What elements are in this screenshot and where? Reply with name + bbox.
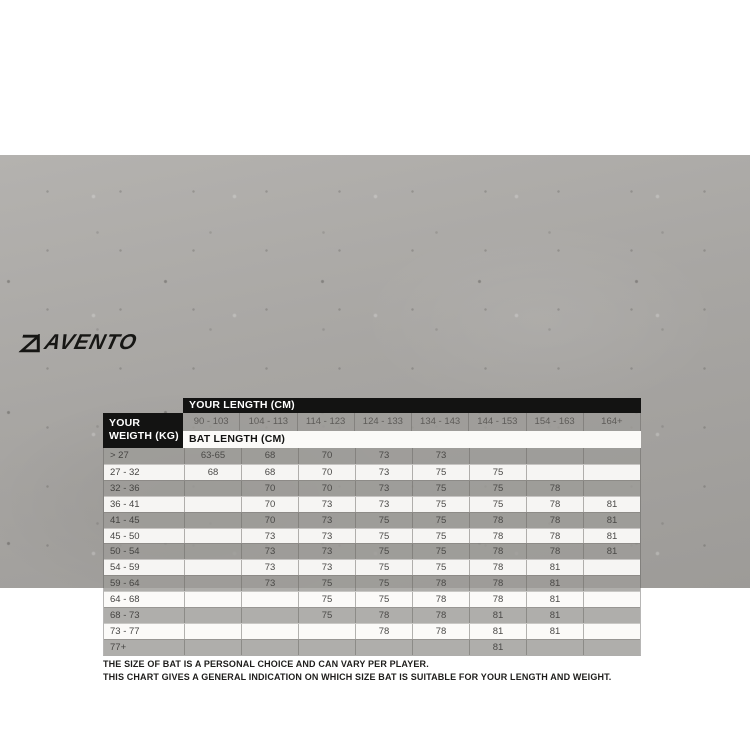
weight-range-cell: 64 - 68 <box>110 594 140 606</box>
bat-length-cell: 75 <box>298 576 355 591</box>
bat-length-cell <box>526 640 583 655</box>
weight-range-cell: 59 - 64 <box>110 578 140 590</box>
bat-length-cell: 75 <box>355 513 412 528</box>
bat-length-cell: 73 <box>241 560 298 575</box>
bat-length-cell: 73 <box>355 481 412 496</box>
length-column-header: 144 - 153 <box>468 413 525 431</box>
table-row <box>104 480 640 496</box>
bat-length-cell <box>412 640 469 655</box>
weight-range-cell: 50 - 54 <box>110 546 140 558</box>
bat-length-cell <box>583 576 640 591</box>
bat-length-cell <box>184 624 241 639</box>
bat-length-cell: 78 <box>526 544 583 559</box>
bat-length-cell <box>583 608 640 623</box>
table-row <box>104 528 640 544</box>
bat-length-cell: 75 <box>355 544 412 559</box>
bat-size-table <box>103 398 641 656</box>
table-row <box>104 639 640 655</box>
bat-length-cell: 81 <box>469 608 526 623</box>
bat-length-cell: 75 <box>412 481 469 496</box>
weight-range-cell: 77+ <box>110 641 127 653</box>
bat-length-cell: 78 <box>355 608 412 623</box>
table-row <box>104 448 640 464</box>
bat-length-cell: 73 <box>298 529 355 544</box>
bat-length-cell <box>469 448 526 464</box>
footnote <box>103 658 663 683</box>
length-column-header: 104 - 113 <box>239 413 296 431</box>
bat-length-cell: 75 <box>412 529 469 544</box>
weight-range-cell: > 27 <box>110 450 129 461</box>
bat-length-cell: 75 <box>355 560 412 575</box>
bat-length-cell: 81 <box>526 624 583 639</box>
bat-length-cell: 81 <box>583 529 640 544</box>
bat-length-cell: 70 <box>241 513 298 528</box>
bat-length-cell: 68 <box>241 448 298 464</box>
bat-length-cell: 75 <box>355 529 412 544</box>
bat-length-cell <box>583 481 640 496</box>
bat-length-cell: 63-65 <box>184 448 241 464</box>
header-mid-row <box>103 413 641 448</box>
bat-length-cell: 81 <box>469 640 526 655</box>
table-row <box>104 464 640 480</box>
length-header: YOUR LENGTH (CM) <box>183 398 641 413</box>
table-row <box>104 512 640 528</box>
table-row <box>104 559 640 575</box>
bat-length-cell <box>298 640 355 655</box>
weight-range-cell: 45 - 50 <box>110 530 140 542</box>
bat-length-cell <box>184 497 241 512</box>
bat-length-cell: 70 <box>241 497 298 512</box>
weight-range-cell: 27 - 32 <box>110 466 140 478</box>
bat-length-cell <box>526 465 583 480</box>
bat-length-cell <box>583 592 640 607</box>
bat-length-cell: 75 <box>412 497 469 512</box>
bat-length-cell: 81 <box>526 592 583 607</box>
bat-length-cell: 78 <box>469 513 526 528</box>
bat-length-cell: 73 <box>412 448 469 464</box>
bat-length-cell: 78 <box>412 624 469 639</box>
weight-header <box>103 413 183 448</box>
length-column-header: 154 - 163 <box>526 413 583 431</box>
footnote-line1: THE SIZE OF BAT IS A PERSONAL CHOICE AND CAN VARY PER PLAYER. <box>103 659 429 669</box>
bat-length-cell: 73 <box>355 497 412 512</box>
bat-length-cell: 78 <box>526 497 583 512</box>
bat-length-cell <box>583 465 640 480</box>
bat-length-cell: 75 <box>412 465 469 480</box>
bat-length-cell: 73 <box>241 544 298 559</box>
length-column-header: 164+ <box>583 413 640 431</box>
bat-length-cell <box>184 592 241 607</box>
bat-length-cell: 78 <box>526 481 583 496</box>
bat-length-cell: 81 <box>526 608 583 623</box>
bat-length-cell: 78 <box>412 592 469 607</box>
bat-length-cell <box>184 640 241 655</box>
bat-length-cell: 75 <box>355 576 412 591</box>
footnote-line2: THIS CHART GIVES A GENERAL INDICATION ON WHICH SIZE BAT IS SUITABLE FOR YOUR LENGTH AND WEIGHT. <box>103 671 612 682</box>
bat-length-cell: 75 <box>469 465 526 480</box>
length-column-header: 134 - 143 <box>411 413 468 431</box>
bat-length-cell: 78 <box>526 513 583 528</box>
weight-range-cell: 54 - 59 <box>110 562 140 574</box>
bat-length-cell <box>184 560 241 575</box>
bat-length-cell: 73 <box>241 576 298 591</box>
table-row <box>104 543 640 559</box>
bat-length-cell: 78 <box>412 576 469 591</box>
weight-range-cell: 68 - 73 <box>110 610 140 622</box>
bat-length-cell <box>241 624 298 639</box>
bat-length-cell: 81 <box>583 544 640 559</box>
bat-length-cell: 75 <box>469 497 526 512</box>
bat-length-cell <box>583 624 640 639</box>
bat-length-cell <box>583 560 640 575</box>
bat-length-cell: 78 <box>469 592 526 607</box>
bat-length-cell <box>184 513 241 528</box>
bat-length-cell <box>583 640 640 655</box>
bat-length-cell: 78 <box>355 624 412 639</box>
bat-length-cell <box>526 448 583 464</box>
length-column-header: 90 - 103 <box>193 416 229 427</box>
bat-length-cell: 81 <box>583 513 640 528</box>
bat-length-cell <box>355 640 412 655</box>
table-row <box>104 607 640 623</box>
bat-length-cell: 73 <box>298 560 355 575</box>
bat-length-cell: 75 <box>469 481 526 496</box>
bat-length-cell: 81 <box>526 576 583 591</box>
avento-logo-icon <box>19 334 46 353</box>
length-column-header: 114 - 123 <box>297 413 354 431</box>
bat-length-cell: 68 <box>184 465 241 480</box>
bat-length-cell <box>298 624 355 639</box>
bat-length-cell: 70 <box>241 481 298 496</box>
table-row <box>104 623 640 639</box>
weight-range-cell: 36 - 41 <box>110 498 140 510</box>
table-body <box>103 448 641 656</box>
bat-length-cell: 70 <box>298 465 355 480</box>
bat-length-cell <box>241 640 298 655</box>
bat-length-cell: 81 <box>469 624 526 639</box>
bat-length-cell: 75 <box>412 513 469 528</box>
bat-length-cell: 81 <box>583 497 640 512</box>
bat-length-cell <box>184 544 241 559</box>
bat-length-cell: 75 <box>298 592 355 607</box>
bat-length-cell: 78 <box>469 544 526 559</box>
bat-length-cell: 75 <box>412 544 469 559</box>
length-columns-row <box>183 413 641 431</box>
bat-length-cell: 81 <box>526 560 583 575</box>
weight-range-cell: 32 - 36 <box>110 482 140 494</box>
bat-length-cell: 73 <box>298 513 355 528</box>
weight-header-line2: WEIGTH (KG) <box>109 430 179 442</box>
length-header-row <box>103 398 641 413</box>
bat-length-cell: 78 <box>469 529 526 544</box>
bat-length-cell: 75 <box>298 608 355 623</box>
bat-length-cell <box>184 608 241 623</box>
bat-length-cell: 78 <box>526 529 583 544</box>
bat-length-cell: 78 <box>469 560 526 575</box>
bat-length-cell <box>184 529 241 544</box>
weight-range-cell: 73 - 77 <box>110 625 140 637</box>
table-row <box>104 496 640 512</box>
bat-length-cell: 78 <box>469 576 526 591</box>
bat-length-cell: 68 <box>241 465 298 480</box>
weight-range-cell: 41 - 45 <box>110 514 140 526</box>
bat-length-cell: 78 <box>412 608 469 623</box>
length-column-header: 124 - 133 <box>354 413 411 431</box>
bat-length-cell: 73 <box>355 465 412 480</box>
bat-length-cell: 70 <box>298 448 355 464</box>
bat-length-cell <box>241 592 298 607</box>
header-right-block <box>183 413 641 448</box>
bat-length-cell: 73 <box>298 497 355 512</box>
bat-length-cell <box>241 608 298 623</box>
bat-length-cell: 75 <box>412 560 469 575</box>
bat-length-cell <box>583 448 640 464</box>
bat-length-cell: 73 <box>241 529 298 544</box>
bat-length-cell <box>184 576 241 591</box>
bat-length-cell: 70 <box>298 481 355 496</box>
avento-logo-text: AVENTO <box>42 330 140 355</box>
bat-length-cell <box>184 481 241 496</box>
weight-header-line1: YOUR <box>109 417 141 429</box>
bat-length-header: BAT LENGTH (CM) <box>183 431 641 448</box>
bat-length-cell: 73 <box>298 544 355 559</box>
bat-length-cell: 73 <box>355 448 412 464</box>
concrete-background <box>0 155 750 682</box>
bat-length-cell: 75 <box>355 592 412 607</box>
table-row <box>104 575 640 591</box>
table-row <box>104 591 640 607</box>
avento-logo <box>17 328 140 358</box>
header-spacer <box>103 398 183 413</box>
